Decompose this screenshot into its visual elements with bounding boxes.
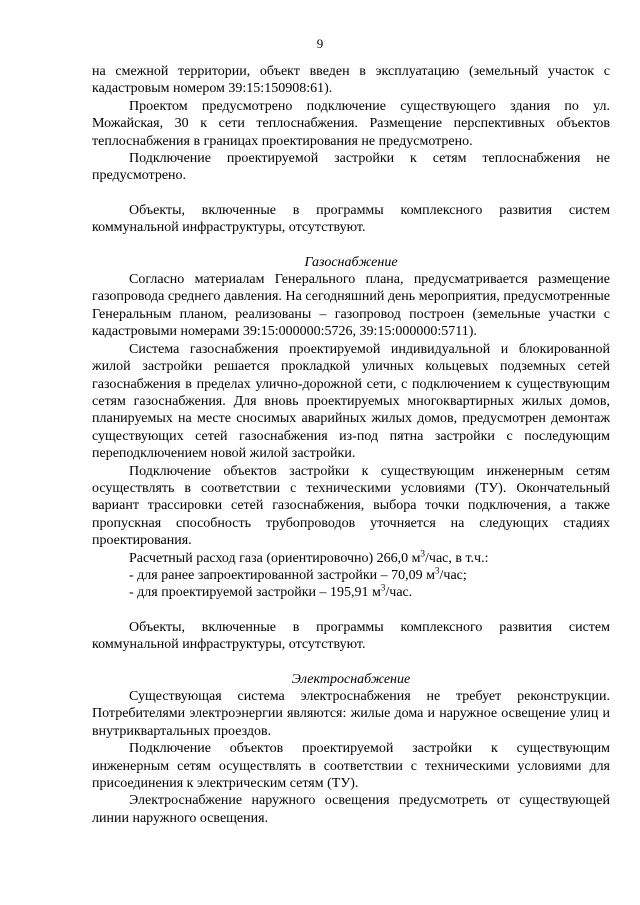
gas-consumption-planned: - для проектируемой застройки – 195,91 $м^3$/час. (129, 582, 413, 601)
heading-electric-supply: Электроснабжение (291, 671, 411, 687)
paragraph-electric-connection: Подключение объектов проектируемой застройки к существующим инженерным сетям осуществлять в соответствии с техническими условиями для присоединения к электрическим сетям (ТУ). (92, 741, 610, 792)
paragraph-heat-not-planned: Подключение проектируемой застройки к сетям теплоснабжения не предусмотрено. (92, 151, 610, 184)
paragraph-electric-existing: Существующая система электроснабжения не требует реконструкции. Потребителями электроэнергии являются: жилые дома и наружное освещение улиц и внутриквартальных проездов. (92, 689, 610, 739)
heading-gas-supply: Газоснабжение (304, 254, 398, 270)
paragraph-gas-connection: Подключение объектов застройки к существующим инженерным сетям осуществлять в соответствии с техническими условиями (ТУ). Окончательный вариант трассировки сетей газоснабжения, выбора точки подключения, а также пропускная способность трубопроводов уточняется на следующих стадиях проектирования. (92, 463, 610, 549)
page-content (92, 63, 610, 827)
paragraph-heat-programs: Объекты, включенные в программы комплексного развития систем коммунальной инфраструктуры, отсутствуют. (92, 202, 610, 236)
paragraph-gas-general-plan: Согласно материалам Генерального плана, предусматривается размещение газопровода среднего давления. На сегодняшний день мероприятия, предусмотренные Генеральным планом, реализованы – газопровод построен (земельные участки с кадастровыми номерами 39:15:000000:5726, 39:15:000000:5711). (92, 272, 610, 340)
paragraph-gas-programs: Объекты, включенные в программы комплексного развития систем коммунальной инфраструктуры, отсутствуют. (92, 619, 610, 653)
paragraph-heat-connection: Проектом предусмотрено подключение существующего здания по ул. Можайская, 30 к сети теплоснабжения. Размещение перспективных объектов теплоснабжения в границах проектирования не предусмотрено. (92, 98, 610, 149)
gas-consumption-previous: - для ранее запроектированной застройки – 70,09 $м^3$/час; (129, 565, 467, 583)
paragraph-electric-lighting: Электроснабжение наружного освещения предусмотреть от существующей линии наружного освещения. (92, 793, 610, 826)
page-number: 9 (316, 36, 324, 51)
gas-consumption-total: Расчетный расход газа (ориентировочно) 266,0 $м^3$/час, в т.ч.: (129, 547, 489, 566)
paragraph-gas-system: Система газоснабжения проектируемой индивидуальной и блокированной жилой застройки решается прокладкой уличных кольцевых подземных сетей газоснабжения в пределах улично-дорожной сети, с подключением к существующим сетям газоснабжения. Для вновь проектируемых многоквартирных жилых домов, планируемых на месте сносимых аварийных жилых домов, предусмотрен демонтаж существующих сетей газоснабжения из-под пятна застройки с последующим переподключением новой жилой застройки. (92, 341, 610, 462)
paragraph-heat-continued: на смежной территории, объект введен в эксплуатацию (земельный участок с кадастровым номером 39:15:150908:61). (92, 64, 610, 97)
